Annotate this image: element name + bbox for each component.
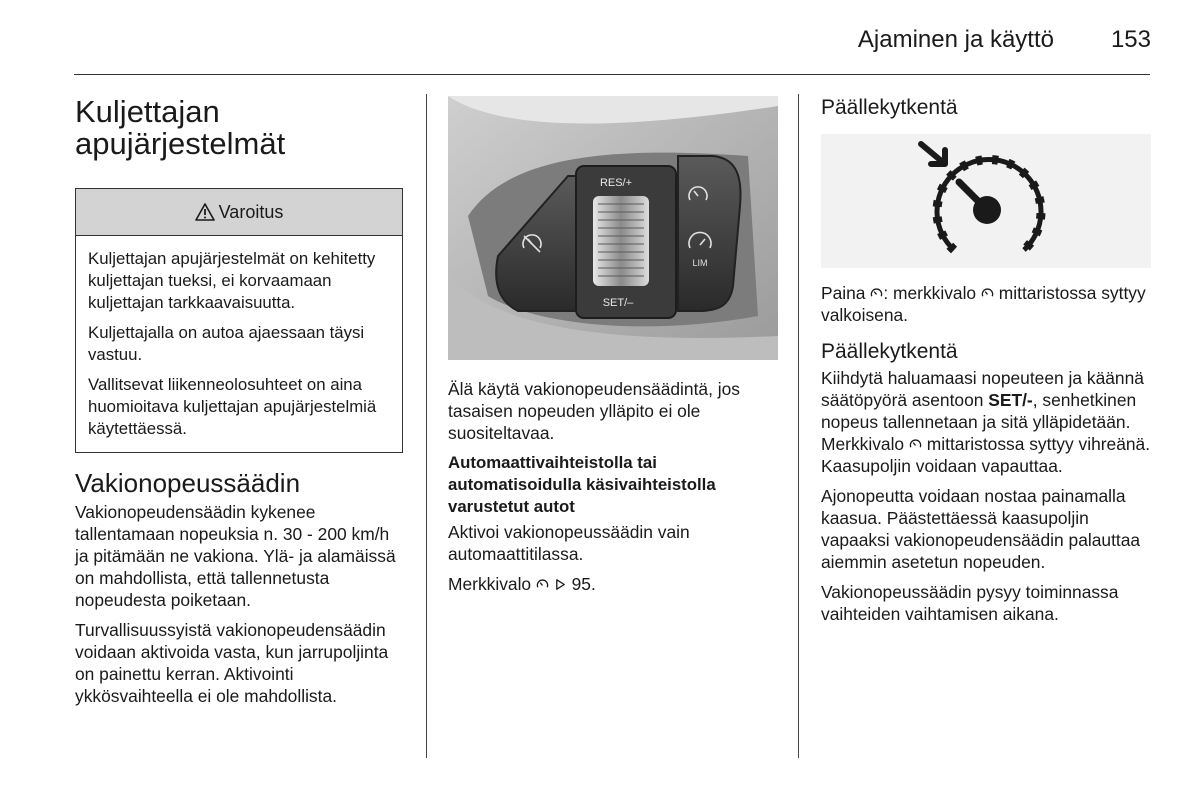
text-indicator: : merkkivalo: [883, 283, 977, 303]
chapter-heading: Kuljettajan apujärjestelmät: [75, 94, 286, 161]
cruise-control-symbol-illustration: [821, 134, 1151, 268]
paragraph-gear-change: Vakionopeussäädin pysyy toiminnassa vaihteiden vaihtamisen aikana.: [821, 582, 1119, 624]
paragraph-increase-speed: Ajonopeutta voidaan nostaa painamalla kaasua. Päästettäessä kaasupoljin vapaaksi vakionopeudensäädin palauttaa aiemmin asetetun nopeuden.: [821, 486, 1141, 572]
paragraph-accelerate-set: [821, 367, 1151, 477]
heading-activation-2: Päällekytkentä: [821, 340, 958, 363]
column-2: [448, 96, 778, 603]
paragraph-automatic-mode: Aktivoi vakionopeussäädin vain automaattitilassa.: [448, 522, 690, 564]
warning-header: [76, 189, 402, 236]
warning-text-2: Kuljettajalla on autoa ajaessaan täysi vastuu.: [88, 323, 365, 364]
cruise-control-icon: [870, 287, 883, 300]
warning-text-1: Kuljettajan apujärjestelmät on kehitetty kuljettajan tueksi, ei korvaamaan kuljettajan tarkkaavaisuutta.: [88, 249, 376, 312]
paragraph-activation-safety: Turvallisuussyistä vakionopeudensäädin voidaan aktivoida vasta, kun jarrupoljinta on painettu kerran. Aktivointi ykkösvaihteella ei ole mahdollista.: [75, 620, 389, 706]
text-lights-green: mittaristossa syttyy vihreänä. Kaasupoljin voidaan vapauttaa.: [821, 434, 1151, 476]
header-rule: [74, 74, 1150, 75]
indicator-text: Merkkivalo: [448, 574, 532, 594]
page-reference-arrow-icon: [554, 578, 567, 591]
page-reference-number: 95.: [571, 574, 596, 594]
page-number: 153: [1110, 26, 1151, 53]
text-accelerate: Kiihdytä haluamaasi nopeuteen ja käännä säätöpyörä asentoon: [821, 368, 1144, 410]
column-divider-1: [426, 94, 427, 758]
cruise-control-icon: [536, 578, 549, 591]
set-label: SET/–: [602, 297, 634, 309]
section-title-cruise-control: Vakionopeussäädin: [75, 468, 301, 498]
warning-body: [76, 236, 402, 452]
paragraph-do-not-use: Älä käytä vakionopeudensäädintä, jos tasaisen nopeuden ylläpito ei ole suositeltavaa.: [448, 379, 740, 443]
res-label: RES/+: [599, 177, 633, 189]
subheading-automatic-transmission: Automaattivaihteistolla tai automatisoidulla käsivaihteistolla varustetut autot: [448, 453, 716, 516]
text-lights-white: mittaristossa syttyy valkoisena.: [821, 283, 1146, 325]
header-title: Ajaminen ja käyttö: [857, 26, 1054, 53]
column-3: [821, 96, 1151, 633]
warning-label: Varoitus: [218, 201, 284, 222]
cruise-control-icon: [981, 287, 994, 300]
lim-label: LIM: [692, 258, 708, 268]
paragraph-indicator-reference: [448, 573, 778, 595]
column-1: [75, 96, 405, 715]
warning-triangle-icon: [195, 203, 215, 221]
warning-text-3: Vallitsevat liikenneolosuhteet on aina huomioitava kuljettajan apujärjestelmiä käytettäessä.: [88, 375, 377, 438]
column-divider-2: [798, 94, 799, 758]
paragraph-press-button: [821, 282, 1151, 326]
text-speed-stored: , senhetkinen nopeus tallennetaan ja sitä ylläpidetään. Merkkivalo: [821, 390, 1137, 454]
text-set-bold: SET/-: [988, 390, 1033, 410]
cruise-control-icon: [909, 438, 922, 451]
warning-box: [75, 188, 403, 453]
heading-activation: Päällekytkentä: [821, 96, 958, 119]
steering-wheel-controls-photo: [448, 96, 778, 360]
text-press: Paina: [821, 283, 866, 303]
paragraph-speed-range: Vakionopeudensäädin kykenee tallentamaan nopeuksia n. 30 - 200 km/h ja pitämään ne vakiona. Ylä- ja alamäissä on mahdollista, että tallennetusta nopeudesta poiketaan.: [75, 502, 396, 610]
